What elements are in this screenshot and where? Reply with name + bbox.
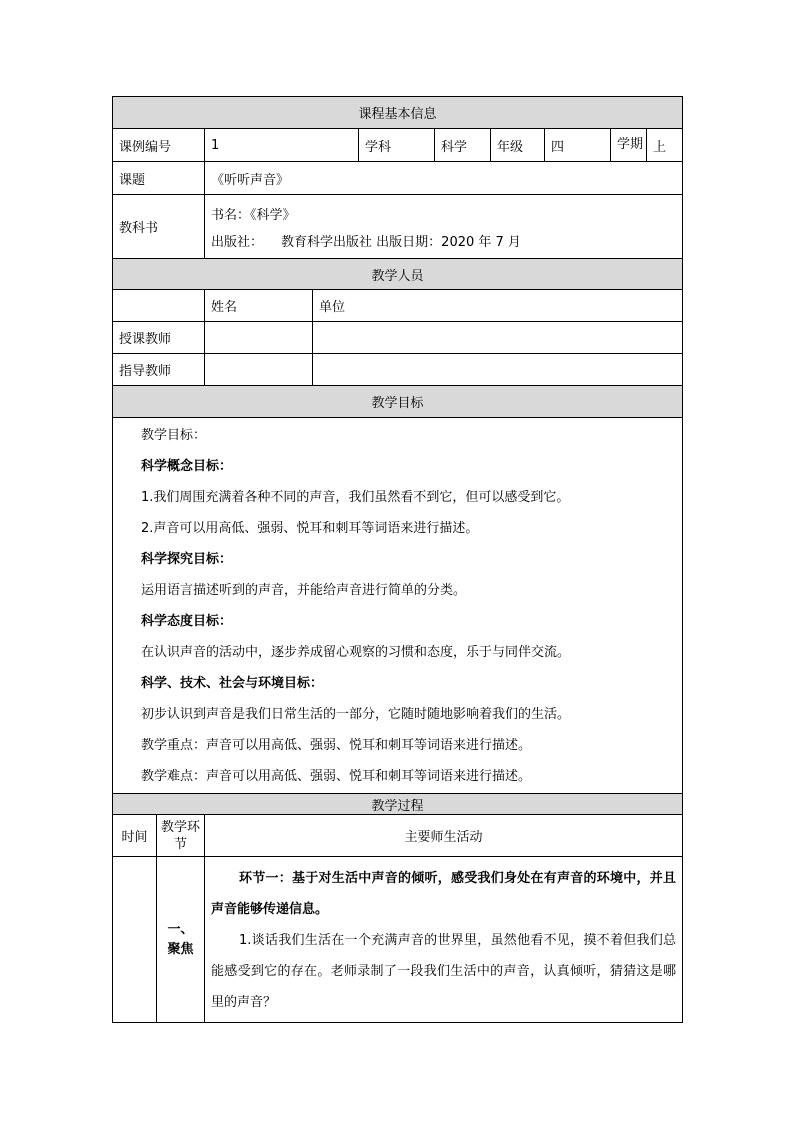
course-info-header-row bbox=[113, 97, 683, 129]
publish-date: 出版日期：2020 年 7 月 bbox=[376, 234, 521, 250]
process-header-row bbox=[113, 794, 683, 815]
objectives-header: 教学目标 bbox=[113, 386, 683, 418]
difficulty-point: 教学难点：声音可以用高低、强弱、悦耳和刺耳等词语来进行描述。 bbox=[141, 769, 532, 784]
term-cell bbox=[611, 129, 683, 162]
textbook-name: 书名：《科学》 bbox=[211, 207, 296, 223]
textbook-label: 教科书 bbox=[113, 195, 205, 259]
stage-header: 教学环节 bbox=[157, 815, 205, 857]
process-columns-row bbox=[113, 815, 683, 857]
objectives-cell bbox=[113, 418, 683, 794]
attitude-goal-1: 在认识声音的活动中，逐步养成留心观察的习惯和态度，乐于与同伴交流。 bbox=[141, 645, 571, 660]
segment-1-title: 环节一：基于对生活中声音的倾听，感受我们身处在有声音的环境中，并且声音能够传递信息。 bbox=[211, 871, 677, 917]
staff-header: 教学人员 bbox=[113, 259, 683, 290]
time-cell bbox=[113, 857, 157, 1023]
textbook-row bbox=[113, 195, 683, 259]
staff-header-row bbox=[113, 259, 683, 290]
stage-1-activity bbox=[205, 857, 683, 1023]
staff-columns-row bbox=[113, 290, 683, 322]
topic-value: 《听听声音》 bbox=[205, 162, 683, 195]
mentor-name-field bbox=[205, 354, 313, 386]
objectives-intro: 教学目标： bbox=[141, 428, 207, 443]
concept-goal-2: 2.声音可以用高低、强弱、悦耳和刺耳等词语来进行描述。 bbox=[141, 521, 479, 536]
term-value: 上 bbox=[653, 139, 667, 155]
staff-unit-header: 单位 bbox=[313, 290, 683, 322]
process-header: 教学过程 bbox=[113, 794, 683, 815]
mentor-label: 指导教师 bbox=[113, 354, 205, 386]
case-no-label: 课例编号 bbox=[113, 129, 205, 162]
topic-row bbox=[113, 162, 683, 195]
grade-value: 四 bbox=[545, 129, 611, 162]
sts-goal-title: 科学、技术、社会与环境目标： bbox=[141, 676, 324, 691]
publisher-label: 出版社： bbox=[211, 234, 264, 250]
lesson-plan-table bbox=[112, 96, 683, 1023]
inquiry-goal-title: 科学探究目标： bbox=[141, 552, 233, 567]
sts-goal-1: 初步认识到声音是我们日常生活的一部分，它随时随地影响着我们的生活。 bbox=[141, 707, 571, 722]
teacher-row bbox=[113, 322, 683, 354]
mentor-unit-field bbox=[313, 354, 683, 386]
attitude-goal-title: 科学态度目标： bbox=[141, 614, 233, 629]
textbook-publisher-line bbox=[211, 227, 676, 254]
staff-name-header: 姓名 bbox=[205, 290, 313, 322]
time-header: 时间 bbox=[113, 815, 157, 857]
publisher-value: 教育科学出版社 bbox=[281, 234, 373, 250]
inquiry-goal-1: 运用语言描述听到的声音，并能给声音进行简单的分类。 bbox=[141, 583, 467, 598]
topic-label: 课题 bbox=[113, 162, 205, 195]
stage-1-label: 一、聚焦 bbox=[157, 857, 205, 1023]
concept-goal-1: 1.我们周围充满着各种不同的声音，我们虽然看不到它，但可以感受到它。 bbox=[141, 490, 570, 505]
subject-value: 科学 bbox=[435, 129, 491, 162]
process-stage-row bbox=[113, 857, 683, 1023]
concept-goal-title: 科学概念目标： bbox=[141, 459, 233, 474]
textbook-cell bbox=[205, 195, 683, 259]
case-no-value: 1 bbox=[205, 129, 359, 162]
term-label: 学期 bbox=[611, 129, 647, 161]
grade-label: 年级 bbox=[491, 129, 545, 162]
teacher-name-field bbox=[205, 322, 313, 354]
term-split bbox=[611, 129, 682, 161]
key-point: 教学重点：声音可以用高低、强弱、悦耳和刺耳等词语来进行描述。 bbox=[141, 738, 532, 753]
teacher-label: 授课教师 bbox=[113, 322, 205, 354]
teacher-unit-field bbox=[313, 322, 683, 354]
objectives-row bbox=[113, 418, 683, 794]
course-meta-row bbox=[113, 129, 683, 162]
activity-header: 主要师生活动 bbox=[205, 815, 683, 857]
mentor-row bbox=[113, 354, 683, 386]
lesson-plan-document bbox=[112, 96, 682, 1012]
subject-label: 学科 bbox=[359, 129, 435, 162]
course-info-header: 课程基本信息 bbox=[113, 97, 683, 129]
segment-1-text: 1.谈话我们生活在一个充满声音的世界里，虽然他看不见，摸不着但我们总能感受到它的存在。老师录制了一段我们生活中的声音，认真倾听，猜猜这是哪里的声音？ bbox=[211, 933, 677, 1010]
objectives-body bbox=[141, 418, 682, 792]
objectives-header-row bbox=[113, 386, 683, 418]
staff-corner bbox=[113, 290, 205, 322]
